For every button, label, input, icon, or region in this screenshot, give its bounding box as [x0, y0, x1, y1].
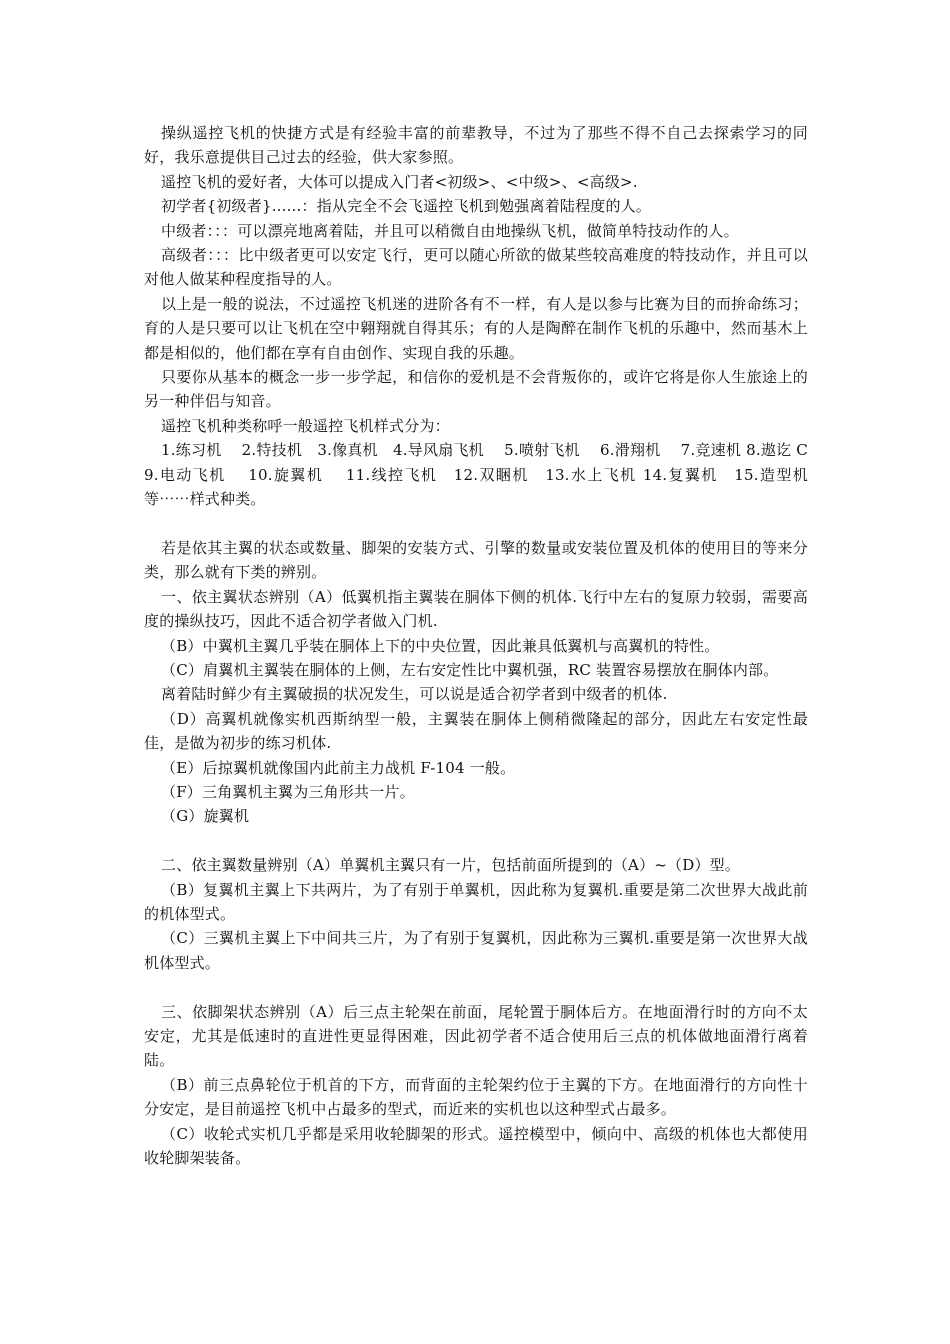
paragraph-advanced: 高级者：：：比中级者更可以安定飞行，更可以随心所欲的做某些较高难度的特技动作，并且可以对他人做某种程度指导的人。 [144, 246, 808, 289]
paragraph-advice: 只要你从基本的概念一步一步学起，和信你的爱机是不会背叛你的，或许它将是你人生旅途上的另一种伴侣与知音。 [144, 368, 808, 411]
paragraph-wing-position-g: （G）旋翼机 [161, 807, 250, 826]
paragraph-wing-position-c: （C）肩翼机主翼装在胴体的上侧，左右安定性比中翼机强，RC 装置容易摆放在胴体内部。 [161, 660, 779, 679]
paragraph-beginner: 初学者{初级者}......：指从完全不会飞遥控飞机到勉强离着陆程度的人。 [161, 197, 652, 216]
paragraph-levels: 遥控飞机的爱好者，大体可以提成入门者<初级>、<中级>、<高级>. [161, 172, 638, 191]
paragraph-gear-a: 三、依脚架状态辨别（A）后三点主轮架在前面，尾轮置于胴体后方。在地面滑行时的方向不太安定，尤其是低速时的直进性更显得困难，因此初学者不适合使用后三点的机体做地面滑行离着陆。 [144, 1002, 808, 1070]
paragraph-wing-position-a: 一、依主翼状态辨别（A）低翼机指主翼装在胴体下侧的机体.飞行中左右的复原力较弱，需要高度的操纵技巧，因此不适合初学者做入门机. [144, 587, 808, 631]
paragraph-classification: 若是依其主翼的状态或数量、脚架的安装方式、引擎的数量或安装位置及机体的使用目的等来分类，那么就有下类的辨别。 [144, 538, 808, 582]
paragraph-types-heading: 遥控飞机种类称呼一般遥控飞机样式分为： [161, 416, 450, 435]
blank-line [144, 975, 808, 999]
paragraph-wing-position-b: （B）中翼机主翼几乎装在胴体上下的中央位置，因此兼具低翼机与高翼机的特性。 [161, 636, 720, 655]
paragraph-general: 以上是一般的说法，不过遥控飞机迷的进阶各有不一样，有人是以参与比赛为目的而拚命练习；育的人是只要可以让飞机在空中翱翔就自得其乐；有的人是陶醉在制作飞机的乐趣中，然而基木上都是相似的，他们都在享有自由创作、实现自我的乐趣。 [144, 294, 808, 362]
paragraph-wing-count-b: （B）复翼机主翼上下共两片，为了有别于单翼机，因此称为复翼机.重要是第二次世界大战此前的机体型式。 [144, 880, 808, 923]
paragraph-wing-position-e: （E）后掠翼机就像国内此前主力战机 F-104 一般。 [161, 758, 516, 777]
paragraph-wing-count-a: 二、依主翼数量辨别（A）单翼机主翼只有一片，包括前面所提到的（A）~（D）型。 [161, 856, 741, 875]
paragraph-wing-count-c: （C）三翼机主翼上下中间共三片，为了有别于复翼机，因此称为三翼机.重要是第一次世界大战机体型式。 [144, 929, 808, 972]
paragraph-types-list: 1.练习机 2.特技机 3.像真机 4.导风扇飞机 5.喷射飞机 6.滑翔机 7.竞速机 8.遨讫 C 9.电动飞机 10.旋翼机 11.线控飞机 12.双睏机 13.水上飞机 14.复翼机 15.造型机 等⋯⋯样式种类。 [144, 441, 824, 509]
paragraph-wing-position-d: （D）高翼机就像实机西斯纳型一般，主翼装在胴体上侧稍微隆起的部分，因此左右安定性最佳，是做为初步的练习机体. [144, 709, 808, 753]
blank-line [144, 829, 808, 853]
paragraph-intermediate: 中级者：：：可以漂亮地离着陆，并且可以稍微自由地操纵飞机，做简单特技动作的人。 [161, 221, 739, 240]
paragraph-gear-c: （C）收轮式实机几乎都是采用收轮脚架的形式。遥控模型中，倾向中、高级的机体也大都使用收轮脚架装备。 [144, 1124, 808, 1168]
document-body [144, 121, 824, 1170]
paragraph-wing-position-c-note: 离着陆时鲜少有主翼破损的状况发生，可以说是适合初学者到中级者的机体. [161, 685, 668, 704]
paragraph-gear-b: （B）前三点鼻轮位于机首的下方，而背面的主轮架约位于主翼的下方。在地面滑行的方向性十分安定，是目前遥控飞机中占最多的型式，而近来的实机也以这种型式占最多。 [144, 1075, 808, 1119]
paragraph-wing-position-f: （F）三角翼机主翼为三角形共一片。 [161, 782, 415, 801]
blank-line [144, 512, 808, 536]
paragraph-intro: 操纵遥控飞机的快捷方式是有经验丰富的前辈教导，不过为了那些不得不自己去探索学习的同好，我乐意提供目己过去的经验，供大家参照。 [144, 124, 808, 167]
